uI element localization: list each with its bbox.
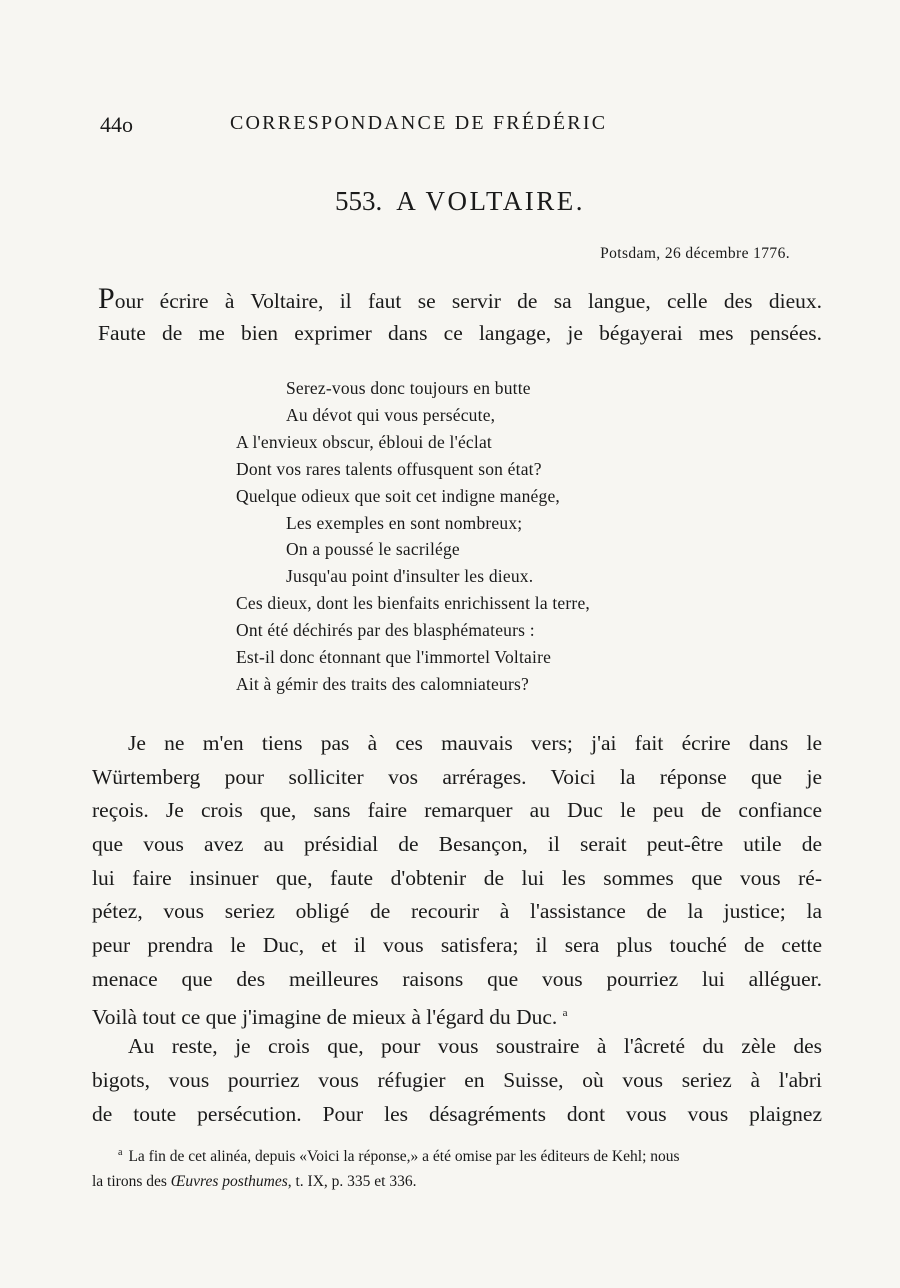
poem-verse: Quelque odieux que soit cet indigne manége, <box>236 485 560 506</box>
opening-line-1 <box>98 282 822 317</box>
poem-verse: Dont vos rares talents offusquent son état? <box>236 458 542 479</box>
footnote-reference[interactable]: a <box>562 1006 568 1019</box>
body-line: bigots, vous pourriez vous réfugier en Suisse, où vous seriez à l'abri <box>92 1067 822 1092</box>
drop-cap: P <box>98 282 115 315</box>
page-header <box>100 112 700 142</box>
footnote-line-2-post: , t. IX, p. 335 et 336. <box>287 1173 417 1191</box>
page-number: 44o <box>100 112 133 137</box>
letter-recipient: A VOLTAIRE. <box>396 186 586 216</box>
poem-verse: Les exemples en sont nombreux; <box>286 512 523 533</box>
footnote-line-2 <box>92 1169 822 1194</box>
body-line: pétez, vous seriez obligé de recourir à l'assistance de la justice; la <box>92 899 822 924</box>
body-line: peur prendra le Duc, et il vous satisfera; il sera plus touché de cette <box>92 933 822 958</box>
poem-verse: Ont été déchirés par des blasphémateurs : <box>236 620 535 641</box>
opening-line-1-text: our écrire à Voltaire, il faut se servir de sa langue, celle des dieux. <box>114 289 822 313</box>
body-line-text: Voilà tout ce que j'imagine de mieux à l'égard du Duc. <box>92 1004 558 1029</box>
footnote <box>92 1140 822 1194</box>
poem-verse: A l'envieux obscur, ébloui de l'éclat <box>236 431 492 452</box>
poem-verse: Ait à gémir des traits des calomniateurs? <box>236 673 529 694</box>
body-text <box>92 727 822 1131</box>
body-line: menace que des meilleures raisons que vous pourriez lui alléguer. <box>92 966 822 991</box>
poem-verse: Serez-vous donc toujours en butte <box>286 378 531 398</box>
body-line: reçois. Je crois que, sans faire remarquer au Duc le peu de confiance <box>92 798 822 823</box>
opening-line-2: Faute de me bien exprimer dans ce langage, je bégayerai mes pensées. <box>98 321 822 345</box>
footnote-line-1-text: La fin de cet alinéa, depuis «Voici la réponse,» a été omise par les éditeurs de Kehl; nous <box>128 1148 680 1166</box>
footnote-line-1 <box>92 1140 822 1169</box>
body-line: Je ne m'en tiens pas à ces mauvais vers; j'ai fait écrire dans le <box>128 731 822 755</box>
poem <box>236 375 706 698</box>
body-line: Würtemberg pour solliciter vos arrérages. Voici la réponse que je <box>92 764 822 789</box>
footnote-work-title: Œuvres posthumes <box>170 1173 288 1191</box>
poem-verse: Jusqu'au point d'insulter les dieux. <box>286 566 534 587</box>
poem-verse: On a poussé le sacrilége <box>286 539 460 560</box>
body-line: Au reste, je crois que, pour vous soustraire à l'âcreté du zèle des <box>128 1034 822 1059</box>
letter-number: 553. <box>334 186 383 216</box>
dateline: Potsdam, 26 décembre 1776. <box>600 245 790 262</box>
opening-paragraph <box>98 282 822 349</box>
poem-verse: Ces dieux, dont les bienfaits enrichissent la terre, <box>236 593 590 614</box>
poem-verse: Est-il donc étonnant que l'immortel Voltaire <box>236 647 552 668</box>
footnote-mark: a <box>118 1147 123 1158</box>
body-line: de toute persécution. Pour les désagréments dont vous vous plaignez <box>92 1101 822 1126</box>
letter-title <box>0 186 900 217</box>
poem-verse: Au dévot qui vous persécute, <box>286 404 496 425</box>
footnote-line-2-pre: la tirons des <box>92 1173 171 1191</box>
body-line: que vous avez au présidial de Besançon, il serait peut-être utile de <box>92 832 822 857</box>
body-line: lui faire insinuer que, faute d'obtenir de lui les sommes que vous ré- <box>92 865 822 890</box>
body-line <box>92 997 822 1031</box>
running-head: CORRESPONDANCE DE FRÉDÉRIC <box>230 112 608 134</box>
